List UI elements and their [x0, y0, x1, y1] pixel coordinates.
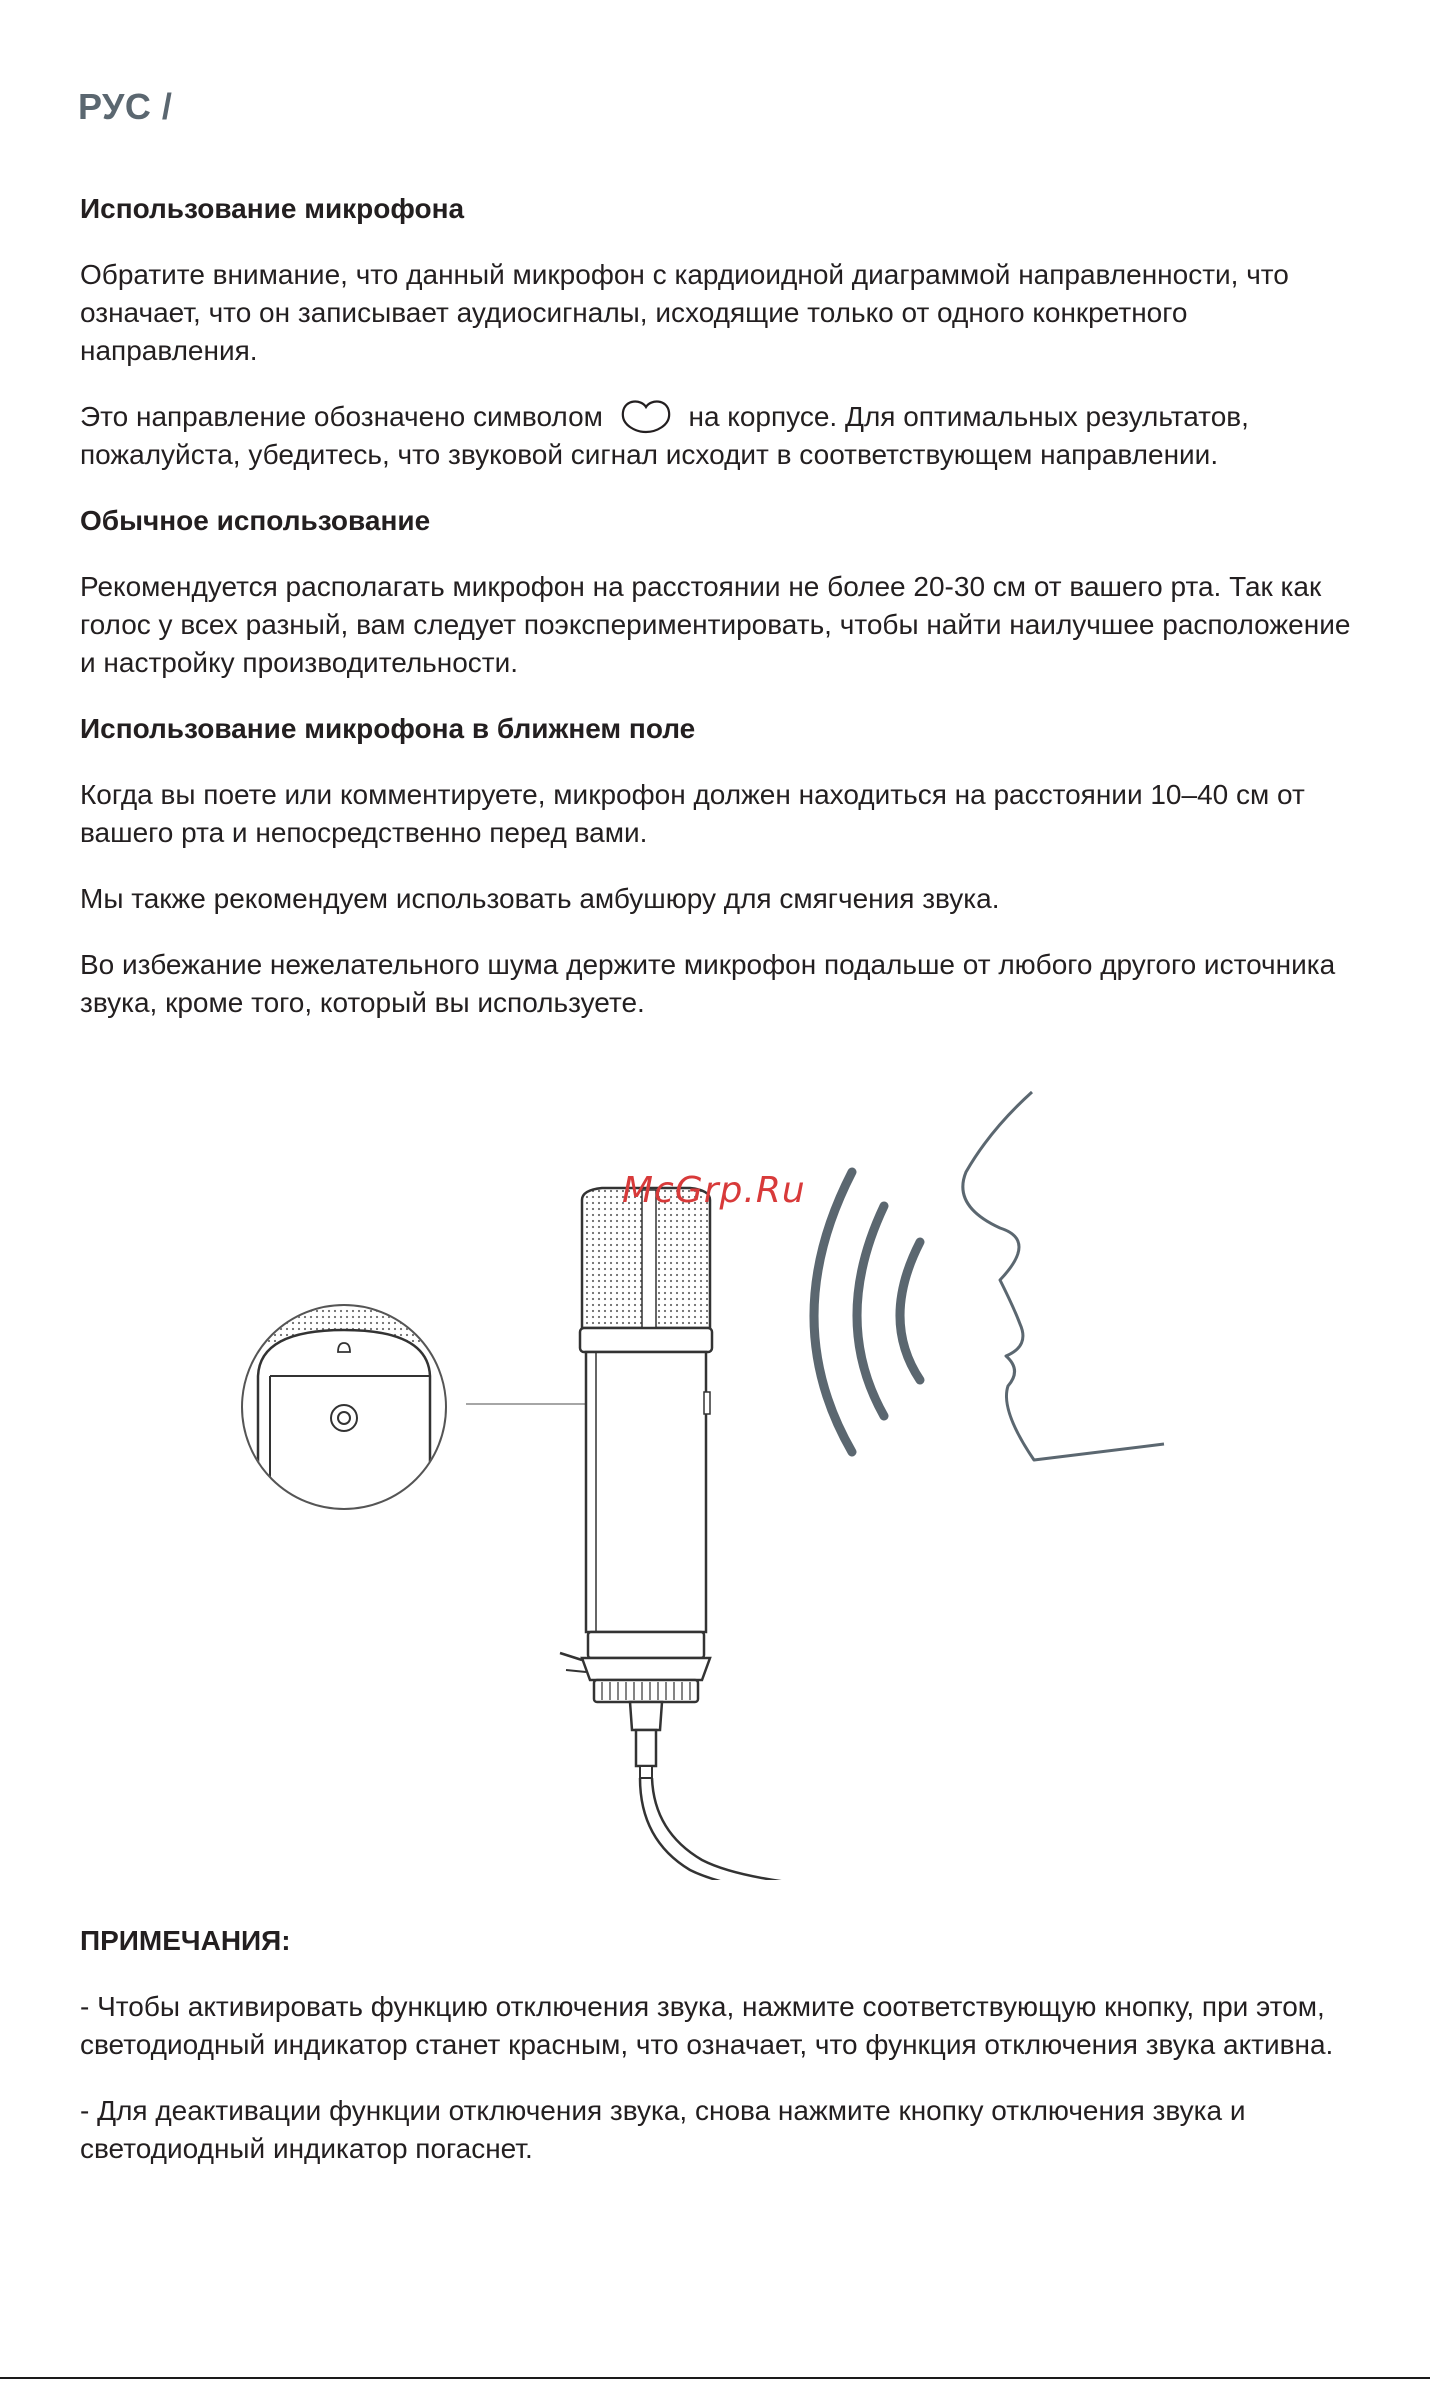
- notes-item: - Чтобы активировать функцию отключения звука, нажмите соответствующую кнопку, при этом, светодиодный индикатор станет красным, что означает, что функция отключения звука активна.: [80, 1991, 1334, 2060]
- usage-paragraph-2-start: Это направление обозначено символом: [80, 401, 603, 432]
- cardioid-icon: [619, 398, 673, 434]
- detail-callout: [242, 1302, 460, 1520]
- normal-paragraph-1: Рекомендуется располагать микрофон на расстоянии не более 20-30 см от вашего рта. Так как голос у всех разный, вам следует поэкспериментировать, чтобы найти наилучшее расположение и настройку производительности.: [80, 571, 1351, 678]
- notes-heading: ПРИМЕЧАНИЯ:: [80, 1925, 291, 1956]
- face-profile-line: [963, 1092, 1164, 1460]
- watermark: McGrp.Ru: [622, 1170, 806, 1211]
- sound-waves: [814, 1172, 920, 1452]
- section-heading-usage: Использование микрофона: [80, 193, 465, 224]
- nearfield-paragraph-3: Во избежание нежелательного шума держите микрофон подальше от любого другого источника звука, кроме того, который вы используете.: [80, 949, 1336, 1018]
- notes-item: - Для деактивации функции отключения звука, снова нажмите кнопку отключения звука и светодиодный индикатор погаснет.: [80, 2095, 1246, 2164]
- language-header: РУС /: [78, 86, 173, 127]
- nearfield-paragraph-2: Мы также рекомендуем использовать амбушюру для смягчения звука.: [80, 883, 1000, 914]
- notes-section: [80, 1922, 1370, 2196]
- nearfield-paragraph-1: Когда вы поете или комментируете, микрофон должен находиться на расстоянии 10–40 см от вашего рта и непосредственно перед вами.: [80, 779, 1305, 848]
- usage-paragraph-1: Обратите внимание, что данный микрофон с кардиоидной диаграммой направленности, что означает, что он записывает аудиосигналы, исходящие только от одного конкретного направления.: [80, 259, 1289, 366]
- usage-paragraph-2-end: на корпусе. Для оптимальных результатов, пожалуйста, убедитесь, что звуковой сигнал исходит в соответствующем направлении.: [80, 401, 1249, 470]
- usage-paragraph-2: [80, 398, 1370, 474]
- section-heading-nearfield: Использование микрофона в ближнем поле: [80, 713, 696, 744]
- section-heading-normal: Обычное использование: [80, 505, 431, 536]
- bottom-divider: [0, 2377, 1430, 2379]
- main-content: [80, 190, 1370, 1050]
- microphone-body: [560, 1188, 956, 1880]
